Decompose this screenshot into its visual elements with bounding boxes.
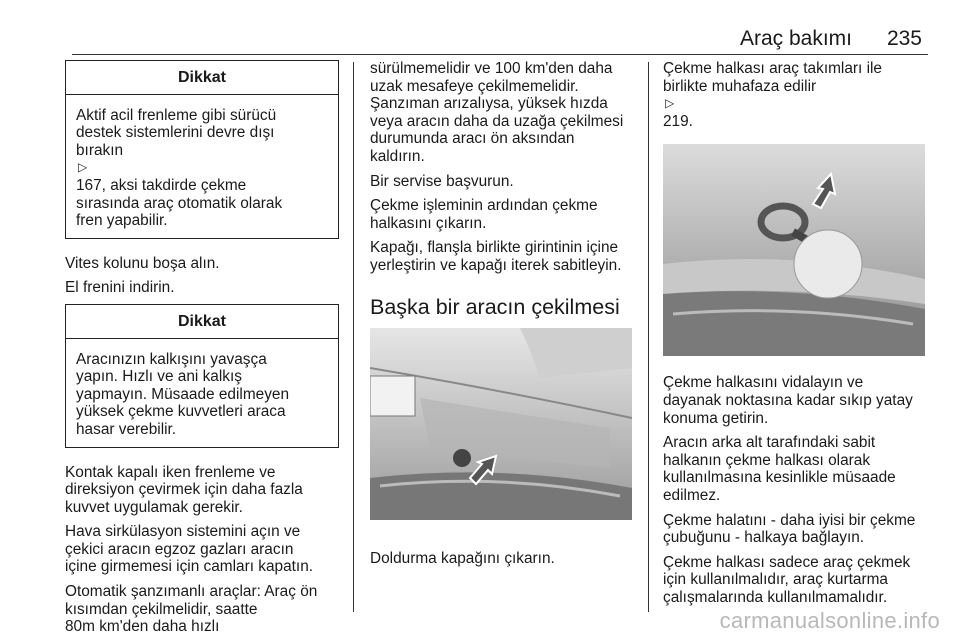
paragraph: Çekme işleminin ardından çekme halkasını çıkarın. bbox=[370, 197, 598, 232]
column-divider bbox=[648, 62, 649, 612]
paragraph: Çekme halatını - daha iyisi bir çekme çubuğunu - halkaya bağlayın. bbox=[663, 511, 916, 547]
column-divider bbox=[353, 62, 354, 612]
paragraph: El frenini indirin. bbox=[65, 279, 175, 297]
warning-text: Aracınızın kalkışını yavaşça yapın. Hızlı ve ani kalkış yapmayın. Müsaade edilmeyen yüksek çekme kuvvetleri araca hasar verebilir. bbox=[76, 350, 290, 438]
warning-box bbox=[65, 304, 339, 448]
warning-text: Aktif acil frenleme gibi sürücü destek sistemlerini devre dışı bırakın ▷ 167, aksi takdirde çekme sırasında araç otomatik olarak fren yapabilir. bbox=[66, 95, 338, 238]
paragraph: Çekme halkasını vidalayın ve dayanak noktasına kadar sıkıp yatay konuma getirin. bbox=[663, 374, 913, 427]
page-reference-link[interactable]: 219. bbox=[663, 112, 693, 130]
triangle-right-arrow-icon: ▷ bbox=[665, 96, 675, 111]
warning-heading: Dikkat bbox=[66, 61, 338, 95]
triangle-right-arrow-icon: ▷ bbox=[78, 160, 88, 175]
paragraph: Otomatik şanzımanlı araçlar: Araç ön kısımdan çekilmelidir, saatte 80m km'den daha hızlı bbox=[65, 583, 318, 636]
paragraph: Vites kolunu boşa alın. bbox=[65, 254, 220, 272]
paragraph: Kapağı, flanşla birlikte girintinin içine yerleştirin ve kapağı iterek sabitleyin. bbox=[370, 239, 622, 274]
paragraph: Aracın arka alt tarafındaki sabit halkanın çekme halkası olarak kullanılmasına kesinlikle müsaade edilmez. bbox=[663, 434, 896, 504]
warning-box bbox=[65, 60, 339, 239]
watermark: carmanualsonline.info bbox=[719, 608, 940, 633]
paragraph: Hava sirkülasyon sistemini açın ve çekici aracın egzoz gazları aracın içine girmemesi için camları kapatın. bbox=[65, 523, 314, 576]
image-caption: Doldurma kapağını çıkarın. bbox=[370, 550, 555, 568]
paragraph: Çekme halkası sadece araç çekmek için kullanılmalıdır, araç kurtarma çalışmalarında kullanılmamalıdır. bbox=[663, 553, 911, 606]
tow-hook-photo bbox=[663, 144, 925, 356]
warning-heading: Dikkat bbox=[66, 305, 338, 339]
paragraph: sürülmemelidir ve 100 km'den daha uzak mesafeye çekilmemelidir. Şanzıman arızalıysa, yüksek hızda veya aracın daha da uzağa çekilmesi durumunda aracı ön aksından kaldırın. bbox=[370, 60, 624, 165]
column-left bbox=[65, 60, 339, 643]
column-right bbox=[663, 60, 933, 614]
page-number: 235 bbox=[886, 27, 922, 50]
chapter-title: Araç bakımı bbox=[739, 27, 852, 50]
paragraph: Çekme halkası araç takımları ile birlikte muhafaza edilir ▷ 219. bbox=[663, 60, 933, 130]
page-reference-link[interactable]: 167, aksi takdirde çekme bbox=[76, 176, 247, 194]
section-title: Başka bir aracın çekilmesi bbox=[370, 294, 620, 319]
paragraph: Kontak kapalı iken frenleme ve direksiyon çevirmek için daha fazla kuvvet uygulamak gerekir. bbox=[65, 463, 303, 516]
column-middle bbox=[370, 60, 636, 575]
rear-bumper-photo bbox=[370, 328, 632, 520]
paragraph: Bir servise başvurun. bbox=[370, 172, 514, 190]
page-header bbox=[72, 22, 928, 55]
